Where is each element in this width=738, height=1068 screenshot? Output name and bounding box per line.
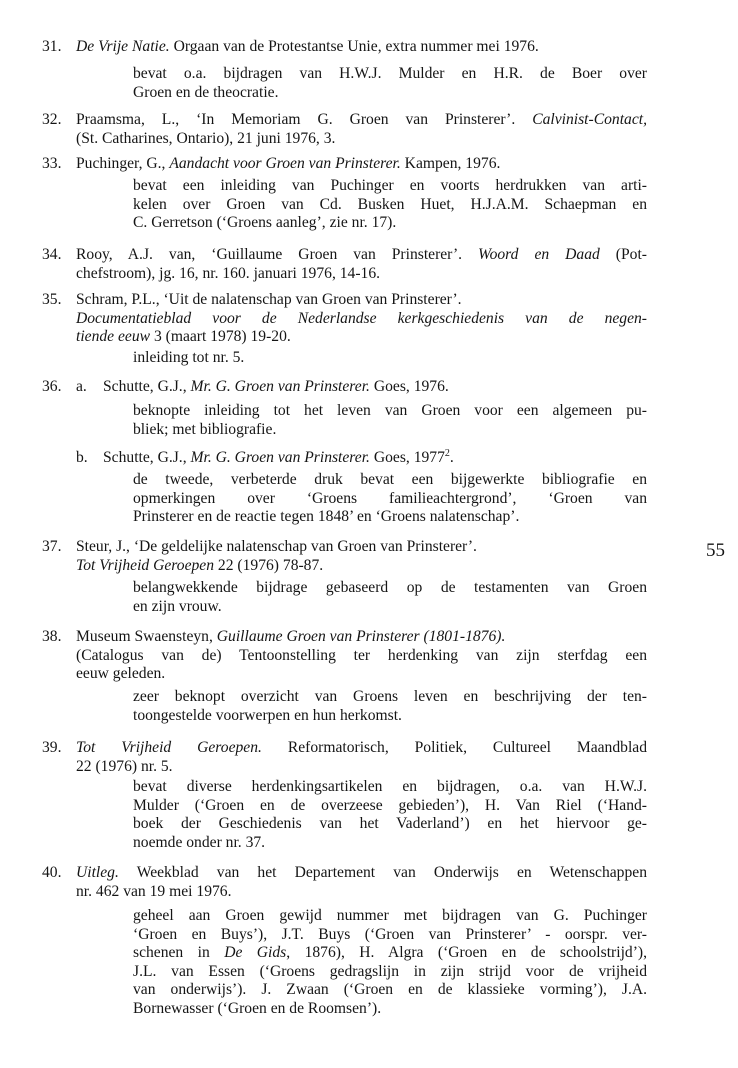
title: Mr. G. Groen van Prinsterer.	[190, 449, 370, 466]
annotation-b: de tweede, verbeterde druk bevat een bijgewerkte bibliografie en opmerkingen over ‘Groens familieachtergrond’, ‘Groen van Prinsterer en de reactie tegen 1848’ en ‘Groens nalatenschap’.	[133, 471, 647, 526]
sub-label-a: a.	[76, 378, 87, 395]
reference-a: Schutte, G.J., Mr. G. Groen van Prinsterer. Goes, 1976.	[103, 378, 449, 395]
entry-number: 36.	[42, 378, 62, 395]
annotation: bevat diverse herdenkingsartikelen en bijdragen, o.a. van H.W.J. Mulder (‘Groen en de overzeese gebieden’), H. Van Riel (‘Hand- boek der Geschiedenis van het Vaderland’) en het hiervoor ge- noemde onder nr. 37.	[133, 778, 647, 851]
annotation-a: beknopte inleiding tot het leven van Groen voor een algemeen pu- bliek; met bibliografie.	[133, 402, 647, 438]
title: Documentatieblad voor de Nederlandse kerkgeschiedenis van de negen-	[76, 309, 647, 327]
reference: Uitleg. Weekblad van het Departement van Onderwijs en Wetenschappen nr. 462 van 19 mei 1976.	[76, 864, 647, 900]
reference: Rooy, A.J. van, ‘Guillaume Groen van Prinsterer’. Woord en Daad (Pot- chefstroom), jg. 16, nr. 160. januari 1976, 14-16.	[76, 246, 647, 282]
reference-b: Schutte, G.J., Mr. G. Groen van Prinsterer. Goes, 1977$^2$.	[103, 448, 454, 466]
entry-number: 31.	[42, 38, 62, 55]
reference: Museum Swaensteyn, Guillaume Groen van Prinsterer (1801-1876). (Catalogus van de) Tentoonstelling ter herdenking van zijn sterfdag een eeuw geleden.	[76, 628, 647, 683]
annotation: geheel aan Groen gewijd nummer met bijdragen van G. Puchinger ‘Groen en Buys’), J.T. Buys (‘Groen van Prinsterer’ - oorspr. ver- schenen in De Gids, 1876), H. Algra (‘Groen en de schoolstrijd’), J.L. van Essen (‘Groens gedragslijn in zijn strijd voor de vrijheid van onderwijs’). J. Zwaan (‘Groen en de klassieke vorming’), J.A. Bornewasser (‘Groen en de Roomsen’).	[133, 907, 647, 1017]
entry-number: 39.	[42, 739, 62, 756]
reference: Schram, P.L., ‘Uit de nalatenschap van Groen van Prinsterer’. Documentatieblad voor de Nederlandse kerkgeschiedenis van de negen- tiende eeuw 3 (maart 1978) 19-20.	[76, 291, 647, 346]
title: Calvinist-Contact,	[532, 111, 647, 128]
entry-number: 37.	[42, 538, 62, 555]
title: Mr. G. Groen van Prinsterer.	[190, 378, 370, 395]
annotation: inleiding tot nr. 5.	[133, 349, 245, 366]
page-number: 55	[706, 540, 725, 561]
annotation: bevat een inleiding van Puchinger en voorts herdrukken van arti- kelen over Groen van Cd. Busken Huet, H.J.A.M. Schaepman en C. Gerretson (‘Groens aanleg’, zie nr. 17).	[133, 177, 647, 232]
annotation: zeer beknopt overzicht van Groens leven en beschrijving der ten- toongestelde voorwerpen en hun herkomst.	[133, 688, 647, 724]
title: Uitleg.	[76, 864, 119, 881]
reference: Tot Vrijheid Geroepen. Reformatorisch, Politiek, Cultureel Maandblad 22 (1976) nr. 5.	[76, 739, 647, 775]
annotation: belangwekkende bijdrage gebaseerd op de testamenten van Groen en zijn vrouw.	[133, 579, 647, 615]
sub-label-b: b.	[76, 449, 88, 466]
title: Tot Vrijheid Geroepen.	[76, 739, 262, 756]
title: Tot Vrijheid Geroepen	[76, 556, 215, 574]
title: De Vrije Natie.	[76, 38, 170, 55]
reference: De Vrije Natie. Orgaan van de Protestantse Unie, extra nummer mei 1976.	[76, 38, 539, 55]
reference: Praamsma, L., ‘In Memoriam G. Groen van Prinsterer’. Calvinist-Contact, (St. Catharines, Ontario), 21 juni 1976, 3.	[76, 111, 647, 147]
annotation: bevat o.a. bijdragen van H.W.J. Mulder en H.R. de Boer over Groen en de theocratie.	[133, 65, 647, 101]
entry-number: 33.	[42, 155, 62, 172]
reference: Puchinger, G., Aandacht voor Groen van Prinsterer. Kampen, 1976.	[76, 155, 501, 172]
entry-number: 40.	[42, 864, 62, 881]
entry-number: 34.	[42, 246, 62, 263]
entry-number: 35.	[42, 291, 62, 308]
title: Aandacht voor Groen van Prinsterer.	[169, 155, 401, 172]
title: Guillaume Groen van Prinsterer (1801-1876).	[216, 628, 506, 645]
reference: Steur, J., ‘De geldelijke nalatenschap van Groen van Prinsterer’. Tot Vrijheid Geroepen 22 (1976) 78-87.	[76, 538, 477, 574]
entry-number: 32.	[42, 111, 62, 128]
title: Woord en Daad	[478, 246, 600, 263]
edition-superscript: 2	[444, 448, 450, 459]
entry-number: 38.	[42, 628, 62, 645]
